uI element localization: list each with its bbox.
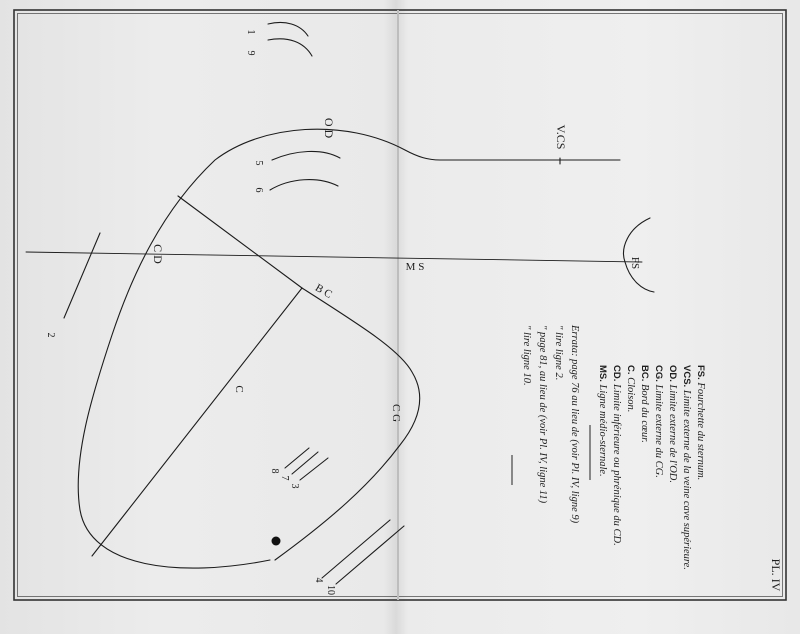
label-cg: C G xyxy=(390,403,402,423)
label-bc: B C xyxy=(312,281,335,301)
line-10 xyxy=(336,526,404,584)
legend-row-cg: CG. Limite externe du CG. xyxy=(653,365,664,478)
label-7: 7 xyxy=(279,475,290,481)
inner-frame xyxy=(18,14,783,597)
errata-line-3: " page 81, au lieu de (voir Pl. IV, ligne 11) xyxy=(537,325,548,504)
fs-arc xyxy=(624,218,654,292)
legend-row-ms: MS. Ligne médio-sternale. xyxy=(597,365,608,477)
line-4 xyxy=(322,520,390,578)
label-9: 9 xyxy=(245,50,256,56)
plate-number: PL. IV xyxy=(769,558,783,592)
ms-line xyxy=(26,252,642,262)
line-1 xyxy=(268,23,308,37)
label-od: O D xyxy=(322,117,336,139)
apex-dot xyxy=(272,537,281,546)
label-2: 2 xyxy=(45,332,56,338)
legend-row-cd: CD. Limite inférieure ou phrénique du CD. xyxy=(611,365,622,546)
label-8: 8 xyxy=(269,468,280,474)
label-4: 4 xyxy=(313,577,324,583)
legend-row-fs: FS. Fourchette du sternum. xyxy=(695,365,706,481)
line-2 xyxy=(64,233,100,318)
legend-row-od: OD. Limite externe de l'OD. xyxy=(667,365,678,483)
line-8 xyxy=(285,448,309,468)
label-cd: C D xyxy=(151,244,165,264)
label-6: 6 xyxy=(253,187,264,193)
errata-line-4: " lire ligne 10. xyxy=(521,325,532,386)
outer-frame xyxy=(14,10,786,600)
bc-line xyxy=(178,196,302,288)
label-1: 1 xyxy=(245,29,256,35)
label-10: 10 xyxy=(325,585,336,595)
label-ms: M S xyxy=(405,261,425,273)
label-3: 3 xyxy=(289,483,300,489)
label-vcs: V.CS xyxy=(554,124,568,150)
legend-row-bc: BC. Bord du cœur. xyxy=(639,365,650,443)
label-c: C xyxy=(233,385,245,393)
errata xyxy=(521,324,580,524)
legend-row-c: C. Cloison. xyxy=(625,365,636,413)
line-7 xyxy=(292,452,318,474)
label-fs: FS xyxy=(629,256,641,270)
legend-row-vcs: VCS. Limite externe de la veine cave supérieure. xyxy=(681,365,692,570)
line-5 xyxy=(272,151,340,160)
line-3 xyxy=(300,458,328,480)
label-5: 5 xyxy=(253,160,264,166)
errata-line-2: " lire ligne 2. xyxy=(553,325,564,381)
errata-line-1: Errata: page 76 au lieu de (voir Pl. IV, ligne 9) xyxy=(569,325,580,524)
septum-line xyxy=(92,288,302,556)
legend xyxy=(597,365,706,570)
line-9 xyxy=(268,39,312,56)
line-6 xyxy=(270,180,338,190)
